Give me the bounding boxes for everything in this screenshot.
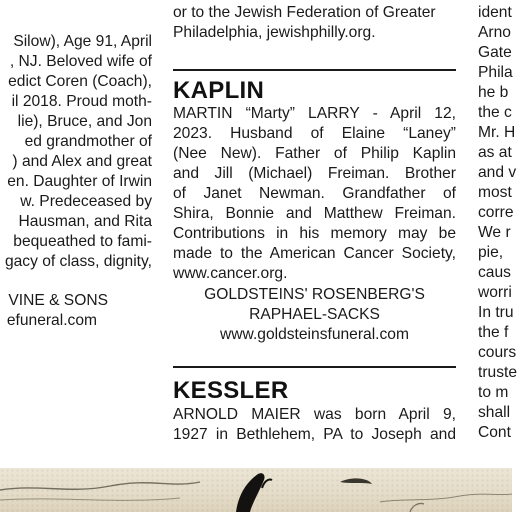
text-line: w. Predeceased by xyxy=(20,193,152,210)
text-line: , NJ. Beloved wife of xyxy=(9,53,152,70)
funeral-home-url: efuneral.com xyxy=(6,312,97,329)
text-line: ARNOLD MAIER was born April 9, xyxy=(173,406,456,423)
section-divider xyxy=(173,69,456,71)
text-line: Contributions in his memory may be xyxy=(173,225,456,242)
text-line: truste xyxy=(478,364,517,381)
funeral-home-url: www.goldsteinsfuneral.com xyxy=(220,326,409,343)
funeral-home-name: VINE & SONS xyxy=(8,292,108,309)
ink-sketch xyxy=(0,468,512,512)
funeral-home-name: RAPHAEL-SACKS xyxy=(249,306,380,323)
text-line: corre xyxy=(478,204,514,221)
text-line: caus xyxy=(478,264,511,281)
text-line: cours xyxy=(478,344,517,361)
section-divider xyxy=(173,366,456,368)
middle-obituary-column xyxy=(173,0,456,468)
text-line: made to the American Cancer Society, xyxy=(173,245,456,262)
text-line: Philadelphia, jewishphilly.org. xyxy=(173,24,376,41)
text-line: en. Daughter of Irwin xyxy=(7,173,152,190)
text-line: We r xyxy=(478,224,511,241)
text-line: ed grandmother of xyxy=(24,133,152,150)
text-line: to m xyxy=(478,384,509,401)
text-line: bequeathed to fami- xyxy=(13,233,152,250)
text-line: il 2018. Proud moth- xyxy=(11,93,152,110)
text-line: Mr. H xyxy=(478,124,516,141)
bottom-illustration xyxy=(0,468,512,512)
text-line: shall xyxy=(478,404,511,421)
text-line: and Jill (Michael) Freiman. Brother xyxy=(173,165,456,182)
text-line: ident xyxy=(478,4,512,21)
text-line: (Nee New). Father of Philip Kaplin xyxy=(173,145,456,162)
text-line: of Janet Newman. Grandfather of xyxy=(173,185,456,202)
text-line: as at xyxy=(478,144,512,161)
obituary-heading-kessler: KESSLER xyxy=(173,377,289,404)
text-line: gacy of class, dignity, xyxy=(4,253,152,270)
left-obituary-column xyxy=(0,0,152,468)
text-line: worri xyxy=(478,284,512,301)
text-line: Hausman, and Rita xyxy=(18,213,152,230)
text-line: the f xyxy=(478,324,509,341)
obituary-heading-kaplin: KAPLIN xyxy=(173,77,265,104)
text-line: Cont xyxy=(478,424,511,441)
funeral-home-name: GOLDSTEINS' ROSENBERG'S xyxy=(204,286,425,303)
text-line: ) and Alex and great xyxy=(12,153,152,170)
text-line: MARTIN “Marty” LARRY - April 12, xyxy=(173,105,456,122)
text-line: he b xyxy=(478,84,509,101)
text-line: Arno xyxy=(478,24,511,41)
text-line: edict Coren (Coach), xyxy=(8,73,152,90)
text-line: pie, xyxy=(478,244,504,261)
text-line: and v xyxy=(478,164,517,181)
text-line: In tru xyxy=(478,304,514,321)
text-line: or to the Jewish Federation of Greater xyxy=(173,4,436,21)
text-line: 1927 in Bethlehem, PA to Joseph and xyxy=(173,426,456,443)
right-obituary-column xyxy=(478,0,517,468)
text-line: Gate xyxy=(478,44,512,61)
text-line: the c xyxy=(478,104,512,121)
text-line: Silow), Age 91, April xyxy=(13,33,152,50)
text-line: 2023. Husband of Elaine “Laney” xyxy=(173,125,456,142)
text-line: Shira, Bonnie and Matthew Freiman. xyxy=(173,205,456,222)
text-line: most xyxy=(478,184,512,201)
text-line: Phila xyxy=(478,64,513,81)
text-line: www.cancer.org. xyxy=(173,265,288,282)
text-line: lie), Bruce, and Jon xyxy=(17,113,152,130)
